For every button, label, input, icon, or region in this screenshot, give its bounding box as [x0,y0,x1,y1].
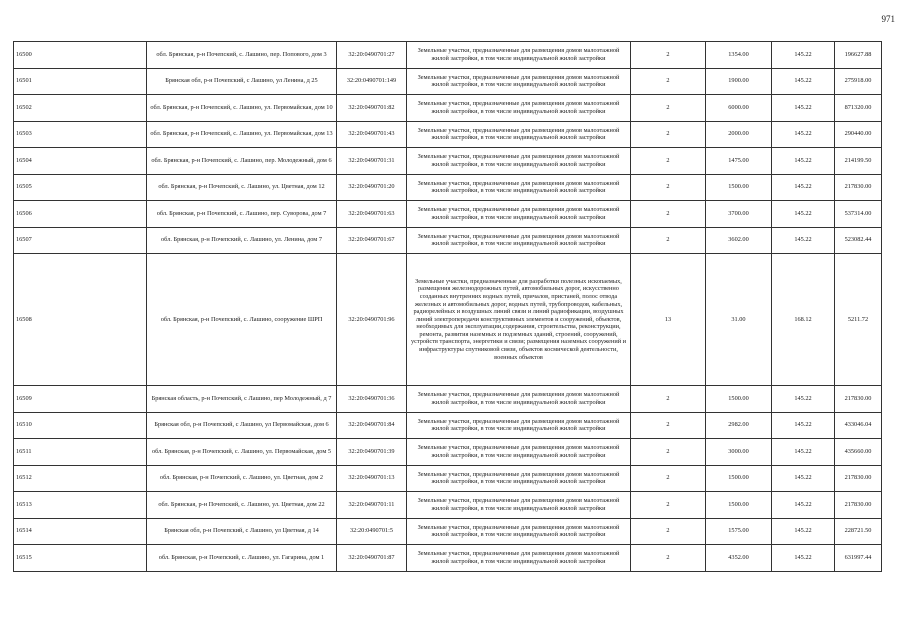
row-cadastral-value: 435660.00 [835,439,882,466]
row-area: 3602.00 [706,227,772,254]
row-cadastral-value: 217830.00 [835,174,882,201]
row-group-code: 13 [631,254,706,386]
row-area: 3000.00 [706,439,772,466]
page-number: 971 [881,14,895,24]
row-group-code: 2 [631,174,706,201]
row-specific-value: 145.22 [772,412,835,439]
row-land-use: Земельные участки, предназначенные для размещения домов малоэтажной жилой застройки, в том числе индивидуальной жилой застройки [407,148,631,175]
row-cadastral-value: 217830.00 [835,386,882,413]
row-land-use: Земельные участки, предназначенные для размещения домов малоэтажной жилой застройки, в том числе индивидуальной жилой застройки [407,68,631,95]
row-land-use: Земельные участки, предназначенные для разработки полезных ископаемых, размещения железнодорожных путей, автомобильных дорог, искусственно созданных внутренних водных путей, причалов, пристаней, полос отвода железных и автомобильных дорог, водных путей, трубопроводов, кабельных, радиорелейных и воздушных линий связи и линий радиофикации, воздушных линий электропередачи конструктивных элементов и сооружений, объектов, необходимых для эксплуатации,содержания, строительства, реконструкции, ремонта, развития наземных и подземных зданий, строений, сооружений, устройств транспорта, энергетики и связи; размещения наземных сооружений и инфраструктуры спутниковой связи, объектов космической деятельности, военных объектов [407,254,631,386]
table-row [14,465,882,492]
row-number: 16500 [14,42,147,69]
row-area: 1500.00 [706,174,772,201]
row-area: 1500.00 [706,492,772,519]
row-address: обл. Брянская, р-н Почепский, с. Лашино, ул. Цветная, дом 22 [147,492,337,519]
row-specific-value: 145.22 [772,227,835,254]
row-number: 16513 [14,492,147,519]
table-row [14,518,882,545]
row-specific-value: 145.22 [772,68,835,95]
row-cadastral-value: 217830.00 [835,492,882,519]
row-number: 16515 [14,545,147,572]
row-group-code: 2 [631,386,706,413]
row-specific-value: 145.22 [772,465,835,492]
row-address: обл. Брянская, р-н Почепский, с. Лашино, ул. Цветная, дом 2 [147,465,337,492]
row-specific-value: 145.22 [772,121,835,148]
row-area: 6000.00 [706,95,772,122]
row-specific-value: 145.22 [772,545,835,572]
row-specific-value: 145.22 [772,174,835,201]
row-area: 1575.00 [706,518,772,545]
row-area: 1475.00 [706,148,772,175]
table-body [14,42,882,572]
row-group-code: 2 [631,68,706,95]
row-cadastral-value: 5211.72 [835,254,882,386]
row-address: обл. Брянская, р-н Почепский, с. Лашино, сооружение ШРП [147,254,337,386]
row-address: обл. Брянская, р-н Почепский, с. Лашино, ул. Первомайская, дом 5 [147,439,337,466]
row-area: 1500.00 [706,386,772,413]
row-group-code: 2 [631,518,706,545]
row-cadastral-value: 290440.00 [835,121,882,148]
row-cadastral-value: 537314.00 [835,201,882,228]
row-land-use: Земельные участки, предназначенные для размещения домов малоэтажной жилой застройки, в том числе индивидуальной жилой застройки [407,121,631,148]
row-land-use: Земельные участки, предназначенные для размещения домов малоэтажной жилой застройки, в том числе индивидуальной жилой застройки [407,201,631,228]
row-address: обл. Брянская, р-н Почепский, с. Лашино, пер. Суворова, дом 7 [147,201,337,228]
row-cadastral-number: 32:20:0490701:13 [337,465,407,492]
row-address: Брянская обл, р-н Почепский, с Лашино, ул Ленина, д 25 [147,68,337,95]
row-group-code: 2 [631,492,706,519]
row-land-use: Земельные участки, предназначенные для размещения домов малоэтажной жилой застройки, в том числе индивидуальной жилой застройки [407,545,631,572]
table-row [14,148,882,175]
table-row [14,227,882,254]
row-cadastral-number: 32:20:0490701:149 [337,68,407,95]
table-row [14,254,882,386]
row-land-use: Земельные участки, предназначенные для размещения домов малоэтажной жилой застройки, в том числе индивидуальной жилой застройки [407,518,631,545]
row-specific-value: 145.22 [772,148,835,175]
row-cadastral-number: 32:20:0490701:39 [337,439,407,466]
row-land-use: Земельные участки, предназначенные для размещения домов малоэтажной жилой застройки, в том числе индивидуальной жилой застройки [407,174,631,201]
row-number: 16509 [14,386,147,413]
table-row [14,68,882,95]
cadastral-value-table [13,41,882,572]
row-number: 16511 [14,439,147,466]
row-specific-value: 168.12 [772,254,835,386]
row-number: 16503 [14,121,147,148]
row-specific-value: 145.22 [772,492,835,519]
row-address: обл. Брянская, р-н Почепский, с. Лашино, ул. Цветная, дом 12 [147,174,337,201]
row-land-use: Земельные участки, предназначенные для размещения домов малоэтажной жилой застройки, в том числе индивидуальной жилой застройки [407,439,631,466]
row-number: 16514 [14,518,147,545]
row-address: Брянская обл, р-н Почепский, с Лашино, ул Цветная, д 14 [147,518,337,545]
row-cadastral-number: 32:20:0490701:27 [337,42,407,69]
row-group-code: 2 [631,201,706,228]
row-address: обл. Брянская, р-н Почепский, с. Лашино, ул. Первомайская, дом 13 [147,121,337,148]
table-row [14,492,882,519]
row-cadastral-number: 32:20:0490701:31 [337,148,407,175]
row-area: 1354.00 [706,42,772,69]
row-cadastral-number: 32:20:0490701:20 [337,174,407,201]
row-group-code: 2 [631,121,706,148]
table-row [14,439,882,466]
row-address: Брянская обл, р-н Почепский, с Лашино, ул Первомайская, дом 6 [147,412,337,439]
row-cadastral-value: 214199.50 [835,148,882,175]
row-address: обл. Брянская, р-н Почепский, с. Лашино, пер. Молодежный, дом 6 [147,148,337,175]
row-cadastral-number: 32:20:0490701:96 [337,254,407,386]
row-group-code: 2 [631,545,706,572]
row-address: обл. Брянская, р-н Почепский, с. Лашино, ул. Ленина, дом 7 [147,227,337,254]
row-area: 4352.00 [706,545,772,572]
table-row [14,121,882,148]
row-number: 16508 [14,254,147,386]
row-number: 16505 [14,174,147,201]
row-cadastral-number: 32:20:0490701:36 [337,386,407,413]
row-specific-value: 145.22 [772,42,835,69]
row-area: 1500.00 [706,465,772,492]
row-cadastral-value: 871320.00 [835,95,882,122]
row-area: 1900.00 [706,68,772,95]
row-cadastral-number: 32:20:0490701:84 [337,412,407,439]
row-area: 2000.00 [706,121,772,148]
row-specific-value: 145.22 [772,439,835,466]
table-row [14,95,882,122]
row-address: обл. Брянская, р-н Почепский, с. Лашино, ул. Первомайская, дом 10 [147,95,337,122]
row-number: 16510 [14,412,147,439]
row-cadastral-number: 32:20:0490701:43 [337,121,407,148]
row-number: 16501 [14,68,147,95]
table-row [14,545,882,572]
row-specific-value: 145.22 [772,518,835,545]
row-group-code: 2 [631,439,706,466]
row-group-code: 2 [631,42,706,69]
row-land-use: Земельные участки, предназначенные для размещения домов малоэтажной жилой застройки, в том числе индивидуальной жилой застройки [407,492,631,519]
row-land-use: Земельные участки, предназначенные для размещения домов малоэтажной жилой застройки, в том числе индивидуальной жилой застройки [407,386,631,413]
row-cadastral-number: 32:20:0490701:67 [337,227,407,254]
row-cadastral-number: 32:20:0490701:63 [337,201,407,228]
row-area: 3700.00 [706,201,772,228]
row-group-code: 2 [631,465,706,492]
table-row [14,412,882,439]
table-row [14,386,882,413]
row-cadastral-value: 523082.44 [835,227,882,254]
row-address: Брянская область, р-н Почепский, с Лашино, пер Молодежный, д 7 [147,386,337,413]
row-cadastral-value: 631997.44 [835,545,882,572]
row-cadastral-number: 32:20:0490701:5 [337,518,407,545]
row-cadastral-value: 433046.04 [835,412,882,439]
row-cadastral-number: 32:20:0490701:82 [337,95,407,122]
row-cadastral-number: 32:20:0490701:11 [337,492,407,519]
row-address: обл. Брянская, р-н Почепский, с. Лашино, ул. Гагарина, дом 1 [147,545,337,572]
row-group-code: 2 [631,412,706,439]
row-address: обл. Брянская, р-н Почепский, с. Лашино, пер. Попового, дом 3 [147,42,337,69]
row-area: 2982.00 [706,412,772,439]
row-land-use: Земельные участки, предназначенные для размещения домов малоэтажной жилой застройки, в том числе индивидуальной жилой застройки [407,412,631,439]
table-row [14,174,882,201]
row-cadastral-number: 32:20:0490701:87 [337,545,407,572]
row-land-use: Земельные участки, предназначенные для размещения домов малоэтажной жилой застройки, в том числе индивидуальной жилой застройки [407,42,631,69]
row-specific-value: 145.22 [772,201,835,228]
row-number: 16507 [14,227,147,254]
row-number: 16504 [14,148,147,175]
row-land-use: Земельные участки, предназначенные для размещения домов малоэтажной жилой застройки, в том числе индивидуальной жилой застройки [407,95,631,122]
row-number: 16512 [14,465,147,492]
row-number: 16506 [14,201,147,228]
row-cadastral-value: 275918.00 [835,68,882,95]
table-row [14,201,882,228]
row-land-use: Земельные участки, предназначенные для размещения домов малоэтажной жилой застройки, в том числе индивидуальной жилой застройки [407,465,631,492]
row-specific-value: 145.22 [772,386,835,413]
row-group-code: 2 [631,148,706,175]
row-cadastral-value: 228721.50 [835,518,882,545]
row-group-code: 2 [631,227,706,254]
row-area: 31.00 [706,254,772,386]
row-number: 16502 [14,95,147,122]
row-specific-value: 145.22 [772,95,835,122]
table-row [14,42,882,69]
row-land-use: Земельные участки, предназначенные для размещения домов малоэтажной жилой застройки, в том числе индивидуальной жилой застройки [407,227,631,254]
row-cadastral-value: 217830.00 [835,465,882,492]
row-group-code: 2 [631,95,706,122]
row-cadastral-value: 196627.88 [835,42,882,69]
